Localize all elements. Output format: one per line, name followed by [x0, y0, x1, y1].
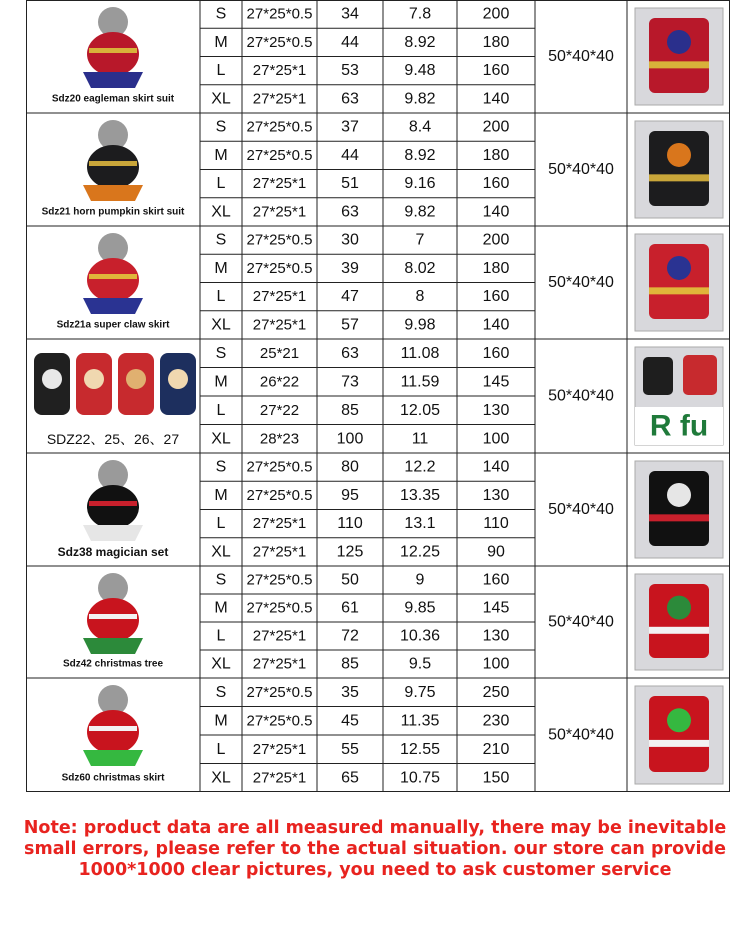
costume-skirt-shape [83, 72, 143, 88]
quantity-cell: 200 [482, 118, 510, 136]
length-cell: 61 [341, 599, 359, 617]
package-trim-shape [649, 287, 709, 294]
note-line-2: small errors, please refer to the actual situation. our store can provide [24, 839, 726, 859]
costume-body-shape [87, 710, 139, 754]
weight-cell: 8.92 [404, 33, 436, 51]
package-trim-shape [649, 514, 709, 521]
dimension-cell: 27*25*0.5 [246, 259, 313, 277]
weight-cell: 9.98 [404, 316, 436, 334]
dog-costume-icon [83, 120, 143, 201]
product-band [26, 678, 730, 792]
quantity-cell: 100 [482, 430, 510, 448]
length-cell: 34 [341, 5, 359, 23]
length-cell: 37 [341, 118, 359, 136]
weight-cell: 7 [415, 231, 425, 249]
dimension-cell: 27*25*1 [252, 62, 307, 80]
package-photo-icon [635, 461, 723, 558]
size-chart-grid [26, 0, 730, 792]
package-motif-shape [667, 483, 691, 507]
quantity-cell: 90 [487, 543, 505, 561]
quantity-cell: 130 [482, 486, 510, 504]
length-cell: 45 [341, 712, 359, 730]
package-motif-shape [667, 143, 691, 167]
length-cell: 100 [336, 430, 364, 448]
quantity-cell: 160 [482, 175, 510, 193]
length-cell: 44 [341, 33, 359, 51]
length-cell: 39 [341, 259, 359, 277]
dimension-cell: 27*25*0.5 [246, 118, 313, 136]
weight-cell: 9.16 [404, 175, 436, 193]
weight-cell: 9 [415, 571, 425, 589]
note-line-3: 1000*1000 clear pictures, you need to ask customer service [78, 860, 672, 880]
dimension-cell: 27*25*0.5 [246, 599, 313, 617]
product-band [26, 566, 730, 678]
product-name: Sdz21 horn pumpkin skirt suit [41, 206, 185, 218]
size-cell: XL [211, 769, 231, 787]
weight-cell: 8.92 [404, 146, 436, 164]
quantity-cell: 230 [482, 712, 510, 730]
package-motif-shape [667, 256, 691, 280]
package-item-shape [649, 131, 709, 206]
quantity-cell: 140 [482, 458, 510, 476]
dimension-cell: 27*25*0.5 [246, 5, 313, 23]
carton-size: 50*40*40 [548, 501, 614, 518]
quantity-cell: 140 [482, 316, 510, 334]
product-name: SDZ22、25、26、27 [46, 431, 180, 447]
costume-skirt-shape [83, 525, 143, 541]
size-chart-table [26, 0, 730, 792]
size-cell: M [214, 373, 228, 391]
length-cell: 85 [341, 401, 359, 419]
costume-belt-shape [89, 614, 137, 619]
costume-skirt-shape [83, 185, 143, 201]
package-trim-shape [649, 174, 709, 181]
package-trim-shape [649, 627, 709, 634]
weight-cell: 11.59 [400, 373, 440, 391]
length-cell: 85 [341, 655, 359, 673]
length-cell: 44 [341, 146, 359, 164]
dimension-cell: 27*25*1 [252, 627, 307, 645]
product-band [26, 453, 730, 566]
carton-size: 50*40*40 [548, 726, 614, 744]
length-cell: 110 [337, 515, 363, 533]
length-cell: 53 [341, 62, 359, 80]
package-trim-shape [649, 61, 709, 68]
dimension-cell: 27*25*0.5 [246, 571, 313, 589]
package-photo-icon [635, 234, 723, 331]
size-cell: XL [211, 430, 231, 448]
sweater-motif [126, 369, 146, 389]
length-cell: 125 [336, 543, 364, 561]
weight-cell: 13.35 [399, 486, 441, 504]
dimension-cell: 27*25*1 [252, 288, 307, 306]
dimension-cell: 26*22 [259, 373, 300, 391]
dog-costume-icon [83, 685, 143, 766]
costume-body-shape [87, 258, 139, 302]
quantity-cell: 160 [482, 344, 510, 362]
size-cell: M [214, 712, 228, 730]
package-photo-icon [635, 686, 723, 784]
product-name: Sdz42 christmas tree [62, 658, 164, 670]
quantity-cell: 160 [482, 288, 510, 306]
costume-belt-shape [89, 501, 137, 506]
carton-size: 50*40*40 [548, 387, 614, 405]
quantity-cell: 210 [482, 740, 510, 758]
size-cell: S [215, 683, 227, 701]
costume-skirt-shape [83, 638, 143, 654]
costume-body-shape [87, 32, 139, 76]
dimension-cell: 27*25*0.5 [246, 683, 313, 701]
dog-costume-icon [83, 573, 143, 654]
weight-cell: 12.55 [399, 740, 441, 758]
weight-cell: 9.82 [404, 203, 436, 221]
package-photo-icon [635, 574, 723, 670]
size-cell: S [215, 5, 227, 23]
costume-belt-shape [89, 274, 137, 279]
dimension-cell: 27*25*0.5 [246, 146, 313, 164]
length-cell: 63 [341, 203, 359, 221]
carton-size: 50*40*40 [548, 161, 614, 178]
package-motif-shape [667, 30, 691, 54]
product-name: Sdz21a super claw skirt [56, 319, 170, 331]
size-cell: XL [211, 90, 231, 108]
size-cell: L [216, 515, 226, 533]
size-cell: L [216, 740, 226, 758]
package-item-shape [649, 471, 709, 546]
size-cell: M [214, 599, 228, 617]
size-cell: S [215, 458, 227, 476]
dimension-cell: 27*25*0.5 [246, 33, 313, 51]
size-cell: L [216, 401, 226, 419]
product-name: Sdz20 eagleman skirt suit [51, 93, 175, 105]
dimension-cell: 25*21 [259, 344, 300, 362]
length-cell: 47 [341, 288, 359, 306]
costume-body-shape [87, 485, 139, 529]
weight-cell: 7.8 [408, 5, 432, 23]
length-cell: 65 [341, 769, 359, 787]
costume-belt-shape [89, 161, 137, 166]
product-band [26, 113, 730, 226]
dimension-cell: 28*23 [259, 430, 300, 448]
dimension-cell: 27*25*0.5 [246, 712, 313, 730]
length-cell: 30 [341, 231, 359, 249]
size-cell: S [215, 571, 227, 589]
dog-costume-icon [83, 460, 143, 541]
dimension-cell: 27*25*1 [252, 316, 307, 334]
package-photo-icon [635, 347, 723, 445]
package-item-shape [643, 357, 673, 395]
dimension-cell: 27*25*1 [252, 740, 307, 758]
package-item-shape [683, 355, 717, 395]
product-band [52, 0, 723, 113]
weight-cell: 9.75 [404, 683, 436, 701]
size-cell: M [214, 33, 228, 51]
quantity-cell: 145 [482, 599, 510, 617]
package-trim-shape [649, 740, 709, 747]
weight-cell: 12.2 [404, 458, 436, 476]
quantity-cell: 130 [482, 401, 510, 419]
size-cell: L [216, 627, 226, 645]
quantity-cell: 180 [482, 33, 510, 51]
package-item-shape [649, 244, 709, 319]
sweater-motif [84, 369, 104, 389]
weight-cell: 11.35 [400, 712, 440, 730]
dog-costume-icon [83, 233, 143, 314]
package-photo-icon [635, 8, 723, 105]
package-motif-shape [667, 708, 691, 732]
dimension-cell: 27*22 [259, 401, 300, 419]
quantity-cell: 200 [482, 5, 510, 23]
weight-cell: 11 [411, 430, 429, 448]
size-cell: XL [211, 203, 231, 221]
note-line-1: Note: product data are all measured manually, there may be inevitable [23, 818, 727, 838]
package-photo-icon [635, 121, 723, 218]
package-item-shape [649, 584, 709, 658]
product-name: Sdz38 magician set [57, 545, 169, 559]
quantity-cell: 150 [482, 769, 510, 787]
quantity-cell: 130 [482, 627, 510, 645]
sweater-set-icon [34, 353, 196, 415]
package-item-shape [649, 18, 709, 93]
dog-costume-icon [83, 7, 143, 88]
quantity-cell: 140 [482, 203, 510, 221]
length-cell: 55 [341, 740, 359, 758]
package-motif-shape [667, 596, 691, 620]
package-label: R fu [649, 409, 709, 443]
weight-cell: 13.1 [404, 515, 436, 533]
quantity-cell: 140 [482, 90, 510, 108]
quantity-cell: 180 [482, 146, 510, 164]
sweater-motif [42, 369, 62, 389]
costume-skirt-shape [83, 298, 143, 314]
length-cell: 50 [341, 571, 359, 589]
weight-cell: 9.5 [408, 655, 432, 673]
package-item-shape [649, 696, 709, 772]
dimension-cell: 27*25*1 [252, 543, 307, 561]
product-band [26, 339, 730, 453]
disclaimer-note [0, 818, 750, 881]
sweater-motif [168, 369, 188, 389]
quantity-cell: 200 [482, 231, 510, 249]
carton-size: 50*40*40 [548, 274, 614, 291]
size-cell: S [215, 344, 227, 362]
costume-belt-shape [89, 48, 137, 53]
weight-cell: 10.36 [399, 627, 441, 645]
weight-cell: 8 [415, 288, 425, 306]
quantity-cell: 145 [482, 373, 510, 391]
dimension-cell: 27*25*1 [252, 655, 307, 673]
size-cell: M [214, 259, 228, 277]
weight-cell: 9.82 [404, 90, 436, 108]
quantity-cell: 250 [482, 683, 510, 701]
dimension-cell: 27*25*1 [252, 769, 307, 787]
size-cell: L [216, 288, 226, 306]
weight-cell: 11.08 [400, 344, 440, 362]
weight-cell: 8.02 [404, 259, 436, 277]
length-cell: 95 [341, 486, 359, 504]
dimension-cell: 27*25*0.5 [246, 486, 313, 504]
length-cell: 73 [341, 373, 359, 391]
quantity-cell: 160 [482, 62, 510, 80]
costume-body-shape [87, 145, 139, 189]
size-cell: L [216, 62, 226, 80]
dimension-cell: 27*25*0.5 [246, 458, 313, 476]
dimension-cell: 27*25*1 [252, 515, 307, 533]
length-cell: 63 [341, 90, 359, 108]
size-cell: XL [211, 316, 231, 334]
weight-cell: 12.05 [399, 401, 441, 419]
size-cell: L [216, 175, 226, 193]
length-cell: 80 [341, 458, 359, 476]
quantity-cell: 160 [482, 571, 510, 589]
product-band [26, 226, 730, 339]
carton-size: 50*40*40 [548, 48, 614, 65]
weight-cell: 10.75 [399, 769, 441, 787]
size-cell: M [214, 486, 228, 504]
dimension-cell: 27*25*0.5 [246, 231, 313, 249]
length-cell: 72 [341, 627, 359, 645]
length-cell: 63 [341, 344, 359, 362]
length-cell: 57 [341, 316, 359, 334]
dimension-cell: 27*25*1 [252, 175, 307, 193]
quantity-cell: 110 [483, 515, 509, 533]
size-cell: XL [211, 655, 231, 673]
dimension-cell: 27*25*1 [252, 203, 307, 221]
costume-belt-shape [89, 726, 137, 731]
length-cell: 51 [341, 175, 359, 193]
length-cell: 35 [341, 683, 359, 701]
weight-cell: 12.25 [399, 543, 441, 561]
size-cell: S [215, 118, 227, 136]
carton-size: 50*40*40 [548, 613, 614, 631]
dimension-cell: 27*25*1 [252, 90, 307, 108]
size-cell: S [215, 231, 227, 249]
size-cell: M [214, 146, 228, 164]
costume-body-shape [87, 598, 139, 642]
quantity-cell: 100 [482, 655, 510, 673]
product-name: Sdz60 christmas skirt [61, 772, 165, 784]
weight-cell: 9.85 [404, 599, 436, 617]
quantity-cell: 180 [482, 259, 510, 277]
weight-cell: 9.48 [404, 62, 436, 80]
size-cell: XL [211, 543, 231, 561]
weight-cell: 8.4 [408, 118, 432, 136]
costume-skirt-shape [83, 750, 143, 766]
